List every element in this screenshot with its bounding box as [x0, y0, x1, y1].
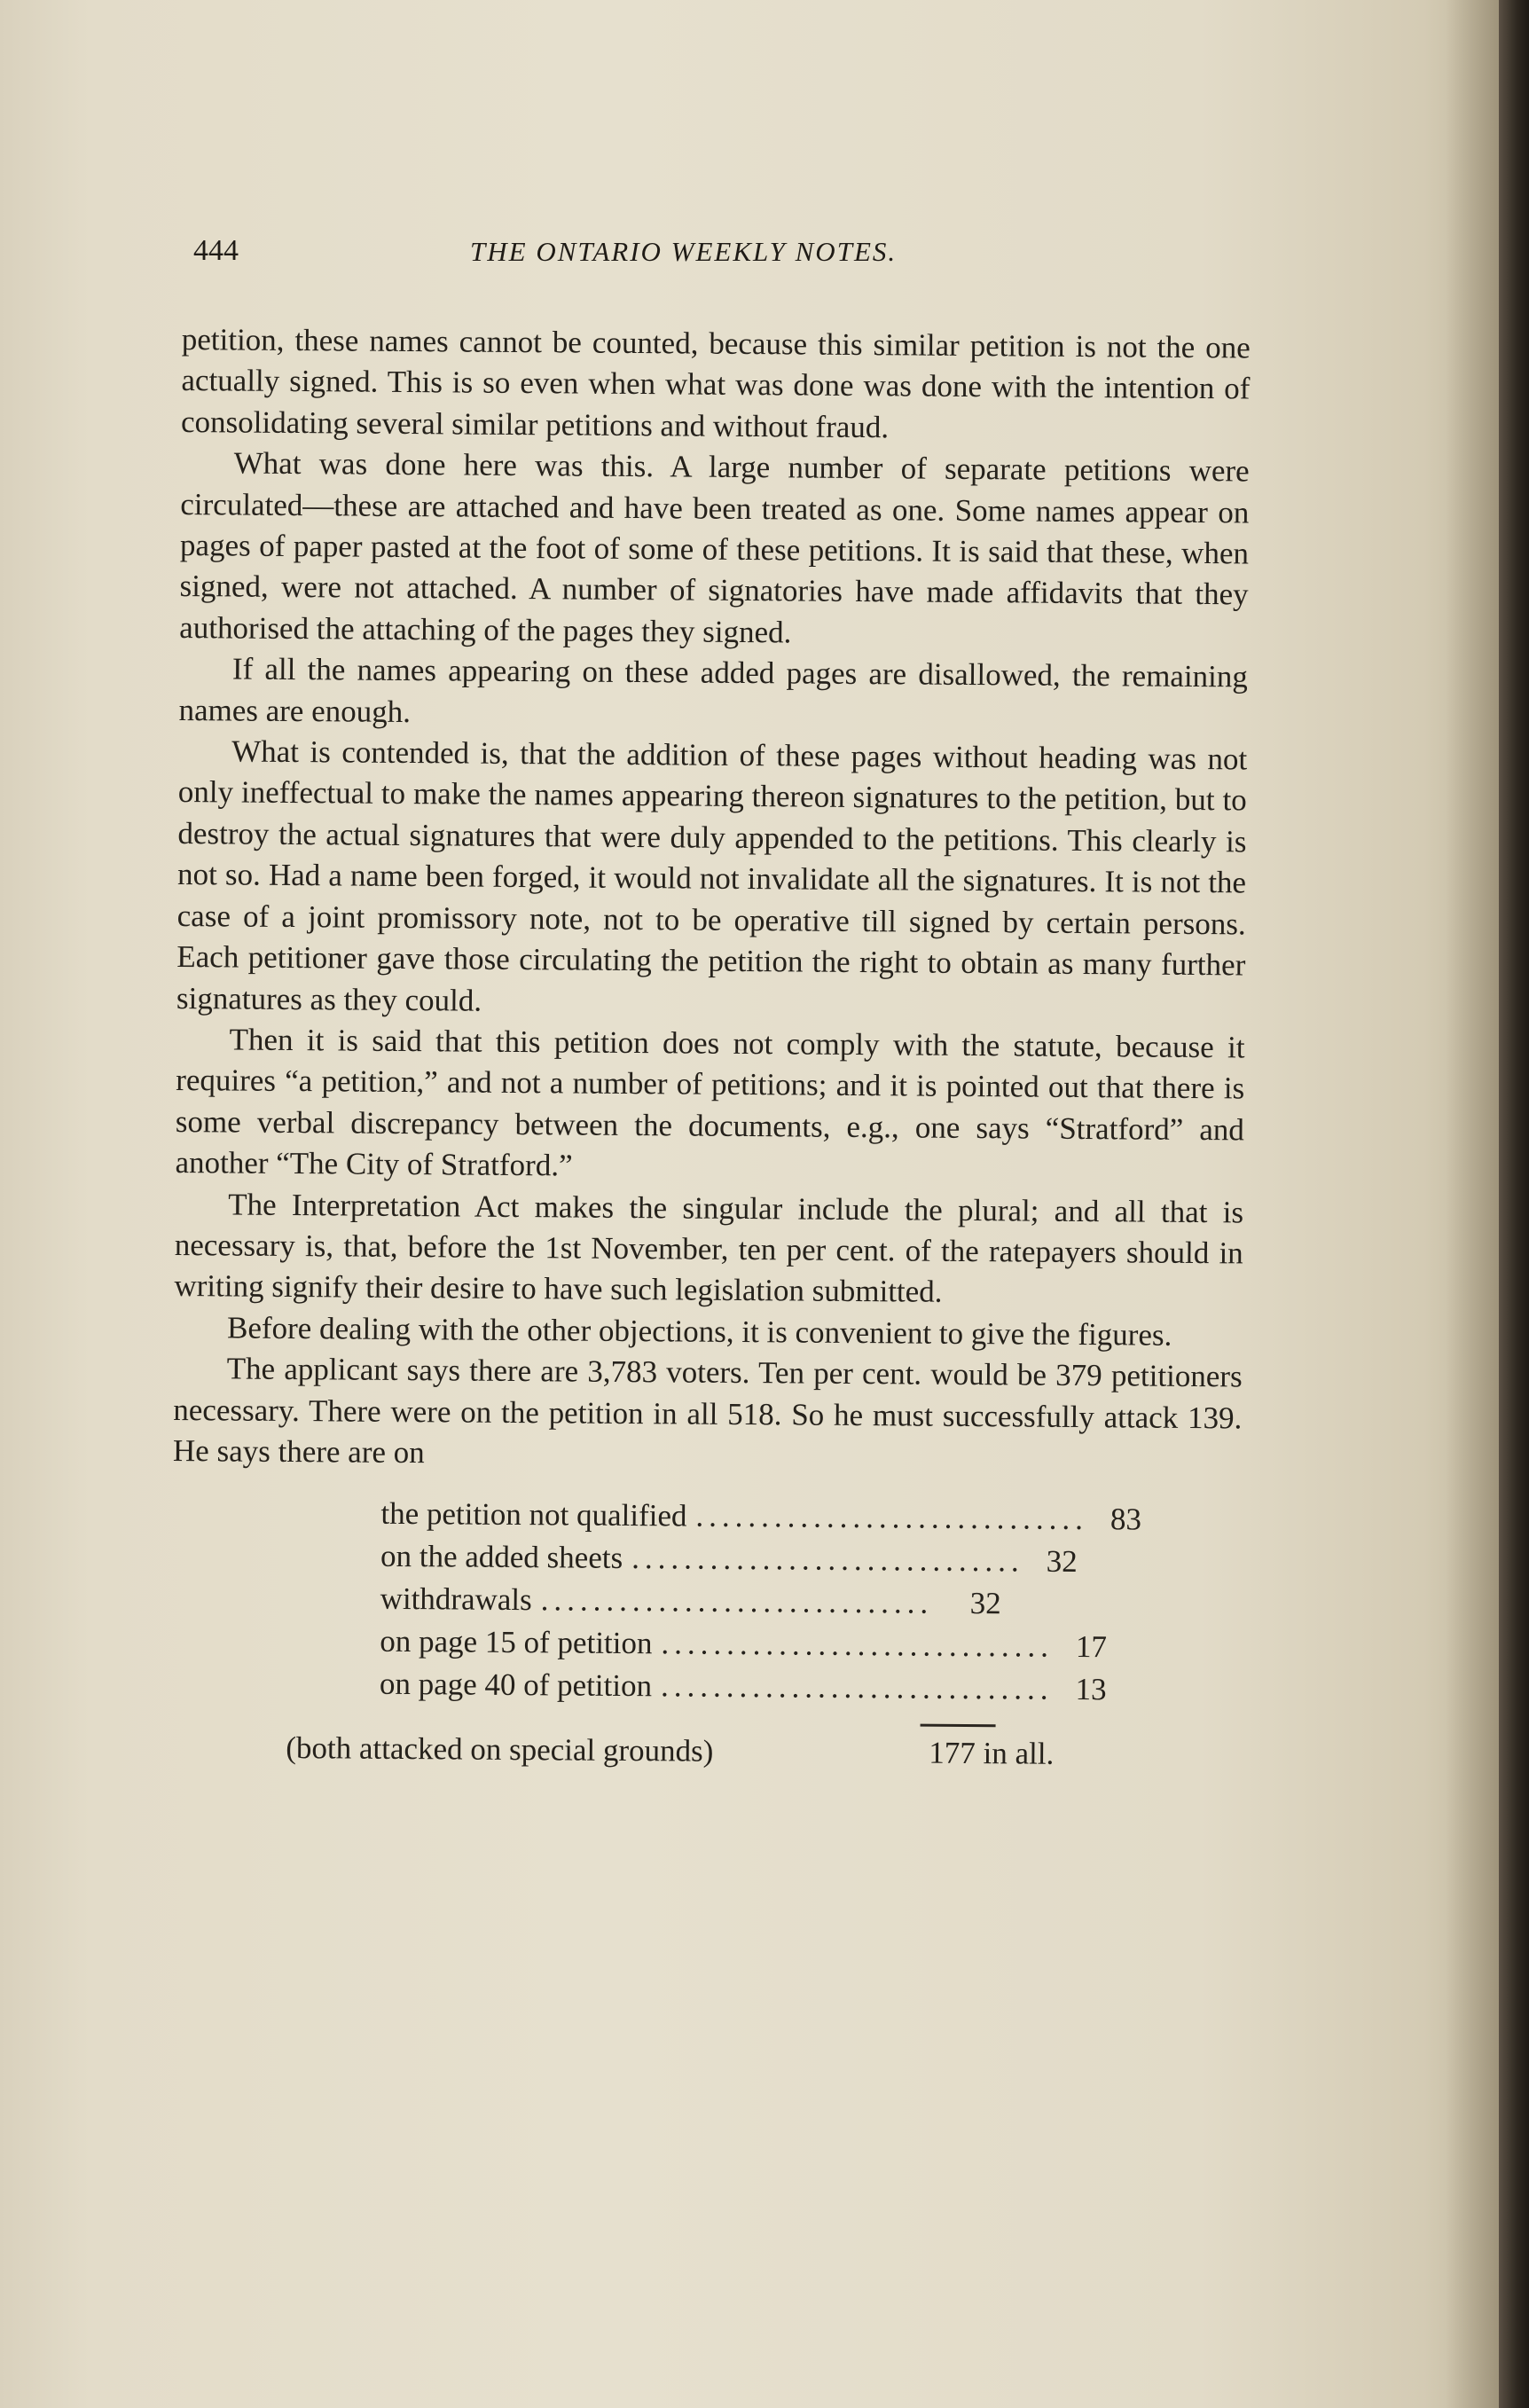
dot-leader: .............................. [695, 1498, 1089, 1537]
paragraph-1: petition, these names cannot be counted, because this similar petition is not the one actually signed. This is so even when what was done was done with the intention of consolidating several similar petitions and without fraud. [180, 321, 1251, 445]
total-row [170, 1726, 1239, 1778]
figure-label: on page 15 of petition [380, 1624, 653, 1661]
figure-label: on the added sheets [380, 1539, 623, 1576]
paragraph-5: Then it is said that this petition does not comply with the statute, because it requires “a petition,” and not a number of petitions; and it is pointed out that there is some verbal discrepancy between the documents, e.g., one says “Stratford” and another “The City of Stratford.” [175, 1022, 1245, 1183]
total-value: 177 in all. [929, 1736, 1055, 1772]
book-spine-edge [1499, 0, 1529, 2408]
dot-leader: .............................. [660, 1668, 1054, 1707]
figure-label: the petition not qualified [380, 1496, 687, 1533]
page-number: 444 [193, 234, 239, 267]
figure-value: 17 [1075, 1629, 1108, 1665]
running-head [193, 234, 1258, 277]
total-note: (both attacked on special grounds) [286, 1730, 714, 1769]
figure-row [380, 1620, 1108, 1667]
journal-title: THE ONTARIO WEEKLY NOTES. [470, 236, 898, 267]
figure-value: 13 [1075, 1672, 1107, 1707]
body-text [170, 319, 1251, 1779]
figure-row [380, 1578, 1000, 1625]
page-gutter-shadow [1446, 0, 1499, 2408]
figure-value: 32 [969, 1586, 1001, 1621]
figure-row [379, 1663, 1107, 1710]
figure-label: on page 40 of petition [379, 1667, 653, 1704]
paragraph-6: The Interpretation Act makes the singular include the plural; and all that is necessary is, that, before the 1st November, ten per cent. of the ratepayers should in writing signify their desire to have such legislation submitted. [174, 1186, 1244, 1310]
paragraph-3: If all the names appearing on these added pages are disallowed, the remaining names are enough. [178, 651, 1249, 729]
figure-label: withdrawals [380, 1581, 532, 1618]
figure-row [380, 1493, 1142, 1540]
figure-row [380, 1535, 1078, 1582]
paragraph-2: What was done here was this. A large number of separate petitions were circulated—these are attached and have been treated as one. Some names appear on pages of paper pasted at the foot of some of these petitions. It is said that these, when signed, were not attached. A number of signatories have made affidavits that they authorised the attaching of the pages they signed. [179, 445, 1250, 650]
figure-value: 32 [1046, 1544, 1078, 1580]
paragraph-4: What is contended is, that the addition of these pages without heading was not only ineffectual to make the names appearing thereon signatures to the petition, but to destroy the actual signatures that were duly appended to the petitions. This clearly is not so. Had a name been forged, it would not invalidate all the signatures. It is not the case of a joint promissory note, not to be operative till signed by certain persons. Each petitioner gave those circulating the petition the right to obtain as many further signatures as they could. [176, 733, 1248, 1018]
paragraph-8: The applicant says there are 3,783 voters. Ten per cent. would be 379 petitioners necessary. There were on the petition in all 518. So he must successfully attack 139. He says there are on [172, 1351, 1243, 1471]
paragraph-7: Before dealing with the other objections, it is convenient to give the figures. [226, 1310, 1172, 1353]
figures-table [379, 1493, 1142, 1710]
dot-leader: .............................. [540, 1582, 934, 1621]
total-rule [921, 1724, 996, 1728]
dot-leader: .............................. [661, 1626, 1055, 1665]
dot-leader: .............................. [631, 1541, 1024, 1579]
figure-value: 83 [1110, 1502, 1142, 1537]
